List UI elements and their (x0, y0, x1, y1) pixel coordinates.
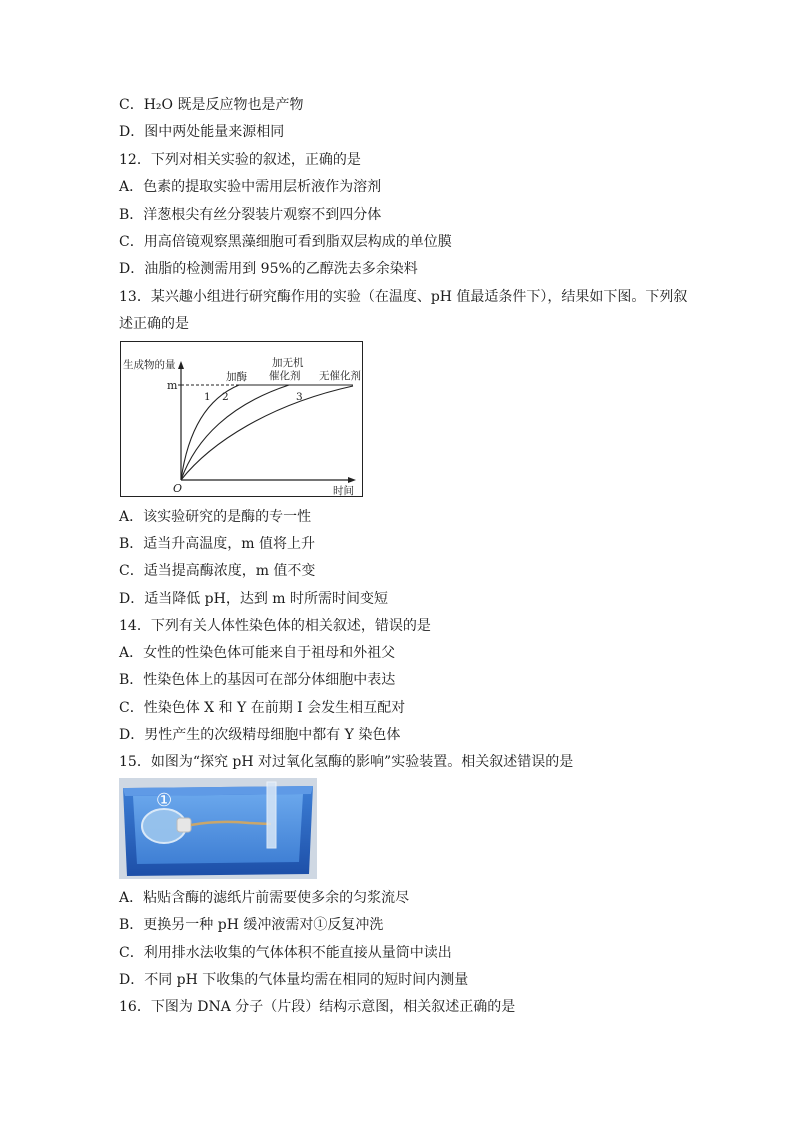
x-axis-arrow (348, 477, 356, 483)
option-13a: A．该实验研究的是酶的专一性 (119, 509, 312, 525)
question-13-line1: 13．某兴趣小组进行研究酶作用的实验（在温度、pH 值最适条件下），结果如下图。下列叙 (119, 289, 688, 305)
x-axis-label: 时间 (333, 485, 354, 496)
question-13-line2: 述正确的是 (119, 316, 189, 332)
option-14d: D．男性产生的次级精母细胞中都有 Y 染色体 (119, 727, 401, 743)
option-14c: C．性染色体 X 和 Y 在前期 I 会发生相互配对 (119, 700, 406, 716)
series-label-inorganic-line2: 催化剂 (269, 370, 301, 382)
option-12d: D．油脂的检测需用到 95%的乙醇洗去多余染料 (119, 261, 418, 277)
series-number-1: 1 (204, 391, 211, 403)
option-14b: B．性染色体上的基因可在部分体细胞中表达 (119, 672, 396, 688)
stopper (177, 818, 191, 832)
y-axis-label: 生成物的量 (123, 359, 176, 371)
question-14: 14．下列有关人体性染色体的相关叙述，错误的是 (119, 618, 431, 634)
series-number-3: 3 (296, 391, 303, 403)
option-15b: B．更换另一种 pH 缓冲液需对①反复冲洗 (119, 917, 384, 933)
question-16: 16．下图为 DNA 分子（片段）结构示意图，相关叙述正确的是 (119, 999, 516, 1015)
option-12a: A．色素的提取实验中需用层析液作为溶剂 (119, 179, 382, 195)
series-label-inorganic-line1: 加无机 (272, 357, 304, 369)
option-12c: C．用高倍镜观察黑藻细胞可看到脂双层构成的单位膜 (119, 234, 452, 250)
option-13c: C．适当提高酶浓度，m 值不变 (119, 563, 316, 579)
option-11d: D．图中两处能量来源相同 (119, 124, 285, 140)
origin-label: O (173, 482, 183, 495)
series-label-enzyme: 加酶 (226, 371, 247, 383)
option-11c: C．H₂O 既是反应物也是产物 (119, 97, 304, 113)
chart-svg (121, 342, 362, 496)
option-13b: B．适当升高温度，m 值将上升 (119, 536, 316, 552)
option-14a: A．女性的性染色体可能来自于祖母和外祖父 (119, 645, 396, 661)
question-15: 15．如图为“探究 pH 对过氧化氢酶的影响”实验装置。相关叙述错误的是 (119, 754, 574, 770)
apparatus-label: ① (156, 790, 173, 811)
series-number-2: 2 (222, 391, 229, 403)
measuring-cylinder (267, 782, 276, 848)
question-12: 12．下列对相关实验的叙述，正确的是 (119, 152, 361, 168)
enzyme-reaction-chart (120, 341, 363, 497)
option-15c: C．利用排水法收集的气体体积不能直接从量筒中读出 (119, 945, 452, 961)
option-12b: B．洋葱根尖有丝分裂装片观察不到四分体 (119, 207, 382, 223)
option-13d: D．适当降低 pH，达到 m 时所需时间变短 (119, 591, 389, 607)
m-label: m (167, 379, 178, 392)
series-label-none: 无催化剂 (319, 370, 361, 382)
option-15d: D．不同 pH 下收集的气体量均需在相同的短时间内测量 (119, 972, 469, 988)
apparatus-svg (119, 778, 317, 879)
apparatus-photo (119, 778, 317, 879)
option-15a: A．粘贴含酶的滤纸片前需要使多余的匀浆流尽 (119, 890, 410, 906)
y-axis-arrow (178, 361, 184, 369)
